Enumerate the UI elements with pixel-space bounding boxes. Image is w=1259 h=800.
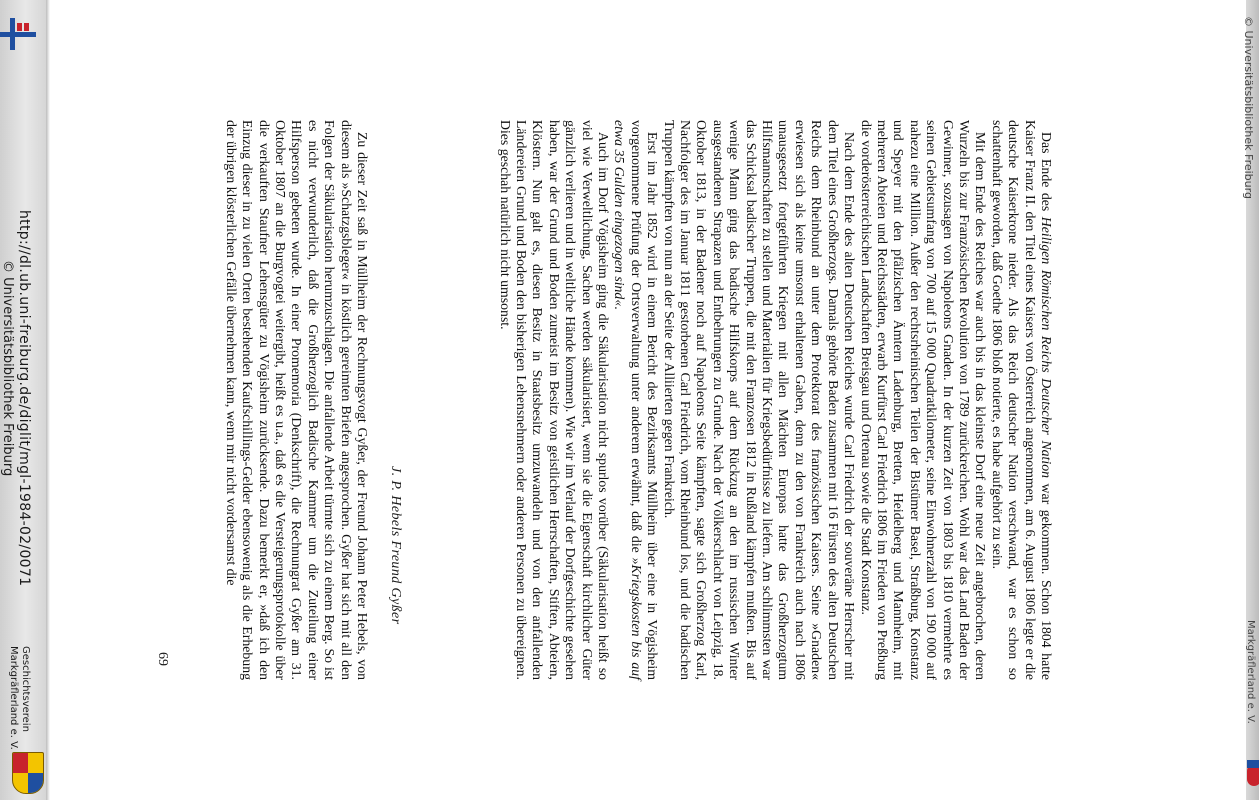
paragraph: Zu dieser Zeit saß in Müllheim der Rechnungsvogt Gyßer, der Freund Johann Peter Hebels, von diesem als »Schatzgsbleger« in köstlich gereimten Briefen angesprochen. Gyßer hat sich mit all den Folgen der Säkularisation herumzuschlagen. Die anfallende Arbeit türmte sich zu einem Berg. So ist es nicht verwunderlich, daß die Großherzoglich Badische Kammer um die Zuteilung einer Hilfsperson gebeten wurde. In einer Promemoria (Denkschrift), die Rechnungrat Gyßer am 31. Oktober 1807 an die Burgvogtei weitergibt, heißt es u.a., daß es die Versteigerungsprotokolle über die verkauften Staufner Lehensgüter zu Vögisheim zurücksende. Dazu bemerkt er, »daß ich den Einzug dieser in zu vielen Orten bestehenden Kaufschillings-Gelder ebensowenig als die Erhebung der übrigen klösterlichen Gefälle übernehmen kann, wenn mir nicht vordersamst die	[223, 120, 370, 680]
paragraph: Das Ende des Heiligen Römischen Reichs Deutscher Nation war gekommen. Schon 1804 hatte Kaiser Franz II. den Titel eines Kaisers von Österreich angenommen, am 6. August 1806 legte er die deutsche Kaiserkrone nieder. Als das Reich deutscher Nation verschwand, war es schon so schattenhaft geworden, daß Goethe 1806 bloß notierte, es habe aufgehört zu sein.	[989, 120, 1054, 680]
section-heading: J. P. Hebels Freund Gyßer	[388, 466, 403, 625]
copyright-notice: © Universitätsbibliothek Freiburg	[0, 260, 15, 477]
paragraph: Mit dem Ende des Reiches war auch bis in das kleinste Dorf eine neue Zeit angebrochen, deren Wurzeln bis zur Französischen Revolution von 1789 zurückreichen. Wohl war das Land Baden der Gewinner, sozusagen von Napoleons Gnaden. In der kurzen Zeit von 1803 bis 1810 vermehrte es seinen Gebietsumfang von 700 auf 15 000 Quadratkilometer, seine Einwohnerzahl von 190 000 auf nahezu eine Million. Außer den rechtsrheinischen Teilen der Bistümer Basel, Straßburg, Konstanz und Speyer mit den pfälzischen Ämtern Ladenburg, Bretten, Heidelberg und Mannheim, mit mehreren Abteien und Reichsstädten, erwarb Kurfürst Carl Friedrich 1806 im Frieden von Preßburg die vorderösterreichischen Landschaften Breisgau und Ortenau sowie die Stadt Konstanz.	[858, 120, 989, 680]
page-number: 69	[155, 652, 170, 666]
paragraph: Auch im Dorf Vögisheim ging die Säkularisation nicht spurlos vorüber (Säkularisation heißt so viel wie Verweltlichung, Sachen werden säkularisiert, wenn sie die Eigenschaft kirchlicher Güter gänzlich verlieren und in weltliche Hände kommen). Wie wir im Verlauf der Dorfgeschichte gesehen haben, war der Grund und Boden zumeist im Besitz von geistlichen Herrschaften, Stiften, Abteien, Klöstern. Nun galt es, diesen Besitz in Staatsbesitz umzuwandeln und von den anfallenden Ländereien Grund und Boden den bisherigen Lehensnehmern oder anderen Personen zu übereignen. Dies geschah natürlich nicht umsonst.	[497, 120, 612, 680]
document-url[interactable]: http://dl.ub.uni-freiburg.de/diglit/mgl-1984-02/0071	[16, 210, 32, 587]
paragraph: Nach dem Ende des alten Deutschen Reiches wurde Carl Friedrich der souveräne Herrscher mit dem Titel eines Großherzogs. Damals gehörte Baden zusammen mit 16 Fürsten des alten Deutschen Reichs dem Rheinbund an unter dem Protektorat des französischen Kaisers. Seine »Gnaden« erwiesen sich als keine umsonst erhaltenen Gaben, denn zu den von Frankreich auch nach 1806 unausgesetzt fortgeführten Kriegen mit allen Mächten Europas hatte das Großherzogtum Hilfsmannschaften zu stellen und Materialien für Kriegsbedürfnisse zu liefern. Am schlimmsten war das Schicksal badischer Truppen, die mit den Franzosen 1812 in Rußland kämpfen mußten. Bis auf wenige Mann ging das badische Hilfskorps auf dem Rückzug an den im russischen Winter ausgestandenen Strapazen und Entbehrungen zu Grunde. Nach der Völkerschlacht von Leipzig, 18. Oktober 1813, in der Badener noch auf Napoleons Seite kämpften, sagte sich Großherzog Karl, Nachfolger des im Januar 1811 gestorbenen Carl Friedrich, vom Rheinbund los, und die badischen Truppen kämpften von nun an der Seite der Alliierten gegen Frankreich.	[661, 120, 858, 680]
page-edge-shadow	[46, 0, 50, 800]
text-column-upper	[496, 120, 1054, 680]
library-logo-icon[interactable]	[0, 14, 40, 54]
coat-of-arms-icon	[12, 752, 44, 794]
right-crest-band	[1247, 760, 1259, 768]
right-publisher-clipped: Markgräflerland e. V.	[1245, 620, 1256, 724]
publisher-region: Markgräflerland e. V.	[8, 646, 19, 750]
paragraph: Erst im Jahr 1852 wird in einem Bericht des Bezirksamts Müllheim über eine in Vögisheim vorgenommene Prüfung der Ortsverwaltung unter anderem erwähnt, daß die »Kriegskosten bis auf etwa 35 Gulden eingezogen sind«.	[612, 120, 661, 680]
publisher-name: Geschichtsverein	[20, 646, 31, 732]
right-copyright-clipped: © Universitätsbibliothek Freiburg	[1242, 16, 1255, 199]
text-column-lower	[222, 120, 370, 680]
